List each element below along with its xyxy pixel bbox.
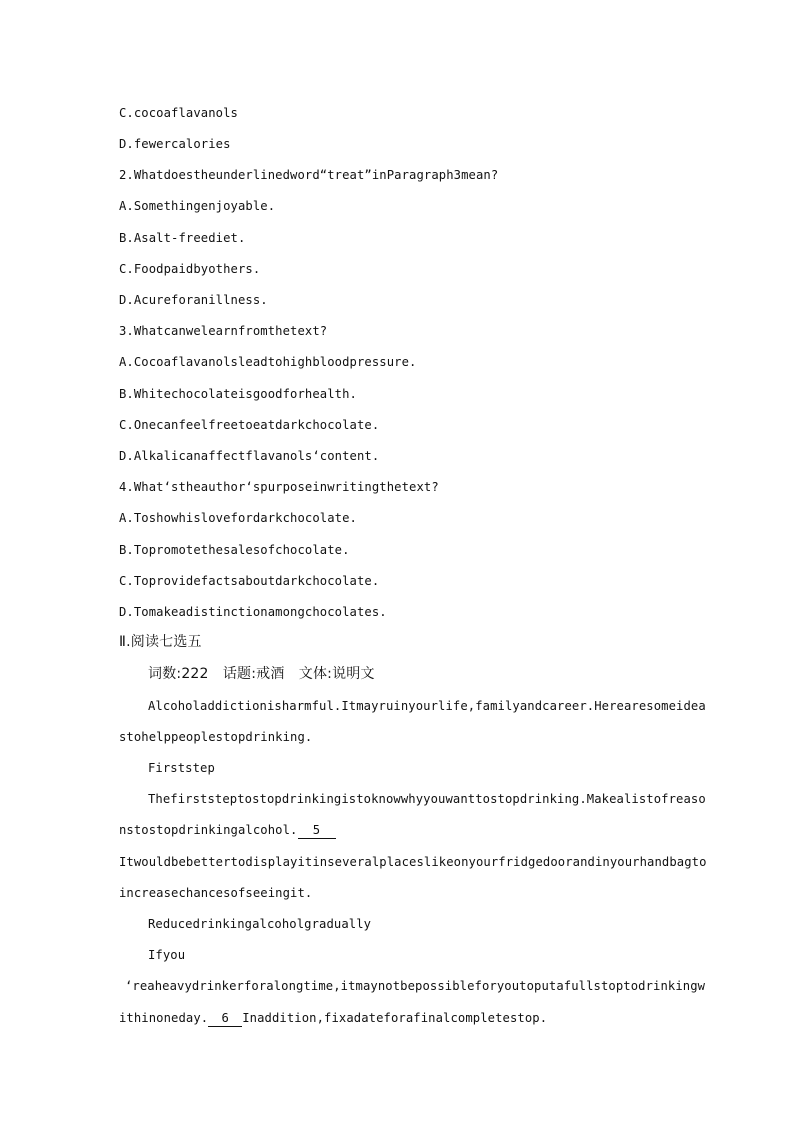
passage-line: Alcoholaddictionisharmful.Itmayruinyourlife,familyandcareer.Herearesomeidea (148, 699, 706, 713)
option-q4-c: C.Toprovidefactsaboutdarkchocolate. (119, 574, 380, 588)
question-4: 4.What‘stheauthor‘spurposeinwritingthetext? (119, 480, 439, 494)
option-q2-d: D.Acureforanillness. (119, 293, 268, 307)
question-2: 2.Whatdoestheunderlinedword“treat”inParagraph3mean? (119, 168, 499, 182)
subheading-first-step: Firststep (148, 761, 215, 775)
option-q3-c: C.Onecanfeelfreetoeatdarkchocolate. (119, 418, 380, 432)
passage-line: increasechancesofseeingit. (119, 886, 313, 900)
section-meta: 词数:222 话题:戒酒 文体:说明文 (148, 666, 375, 682)
option-q3-a: A.Cocoaflavanolsleadtohighbloodpressure. (119, 355, 417, 369)
option-q4-b: B.Topromotethesalesofchocolate. (119, 543, 350, 557)
passage-line-with-blank-5 (119, 822, 336, 839)
option-q3-b: B.Whitechocolateisgoodforhealth. (119, 387, 357, 401)
option-q3-d: D.Alkalicanaffectflavanols‘content. (119, 449, 380, 463)
option-q1-c: C.cocoaflavanols (119, 106, 238, 120)
option-q2-b: B.Asalt-freediet. (119, 231, 246, 245)
passage-line: Ifyou (148, 948, 186, 962)
option-q2-c: C.Foodpaidbyothers. (119, 262, 261, 276)
question-3: 3.Whatcanwelearnfromthetext? (119, 324, 328, 338)
answer-blank-6: 6 (208, 1010, 242, 1027)
passage-line: ‘reaheavydrinkerforalongtime,itmaynotbepossibleforyoutoputafullstoptodrinkingw (125, 979, 706, 993)
option-q4-d: D.Tomakeadistinctionamongchocolates. (119, 605, 387, 619)
passage-text: Inaddition,fixadateforafinalcompletestop. (242, 1011, 548, 1025)
passage-line: stohelppeoplestopdrinking. (119, 730, 313, 744)
passage-line-with-blank-6 (119, 1010, 547, 1027)
option-q1-d: D.fewercalories (119, 137, 231, 151)
passage-text: ithinoneday. (119, 1011, 209, 1025)
section-heading: Ⅱ.阅读七选五 (119, 634, 202, 650)
answer-blank-5: 5 (298, 822, 336, 839)
passage-text: nstostopdrinkingalcohol. (119, 823, 298, 837)
option-q2-a: A.Somethingenjoyable. (119, 199, 276, 213)
option-q4-a: A.Toshowhislovefordarkchocolate. (119, 511, 357, 525)
passage-line: Thefirststeptostopdrinkingistoknowwhyyouwanttostopdrinking.Makealistofreaso (148, 792, 706, 806)
subheading-reduce-drinking: Reducedrinkingalcoholgradually (148, 917, 372, 931)
passage-line: Itwouldbebettertodisplayitinseveralplaceslikeonyourfridgedoorandinyourhandbagto (119, 855, 707, 869)
